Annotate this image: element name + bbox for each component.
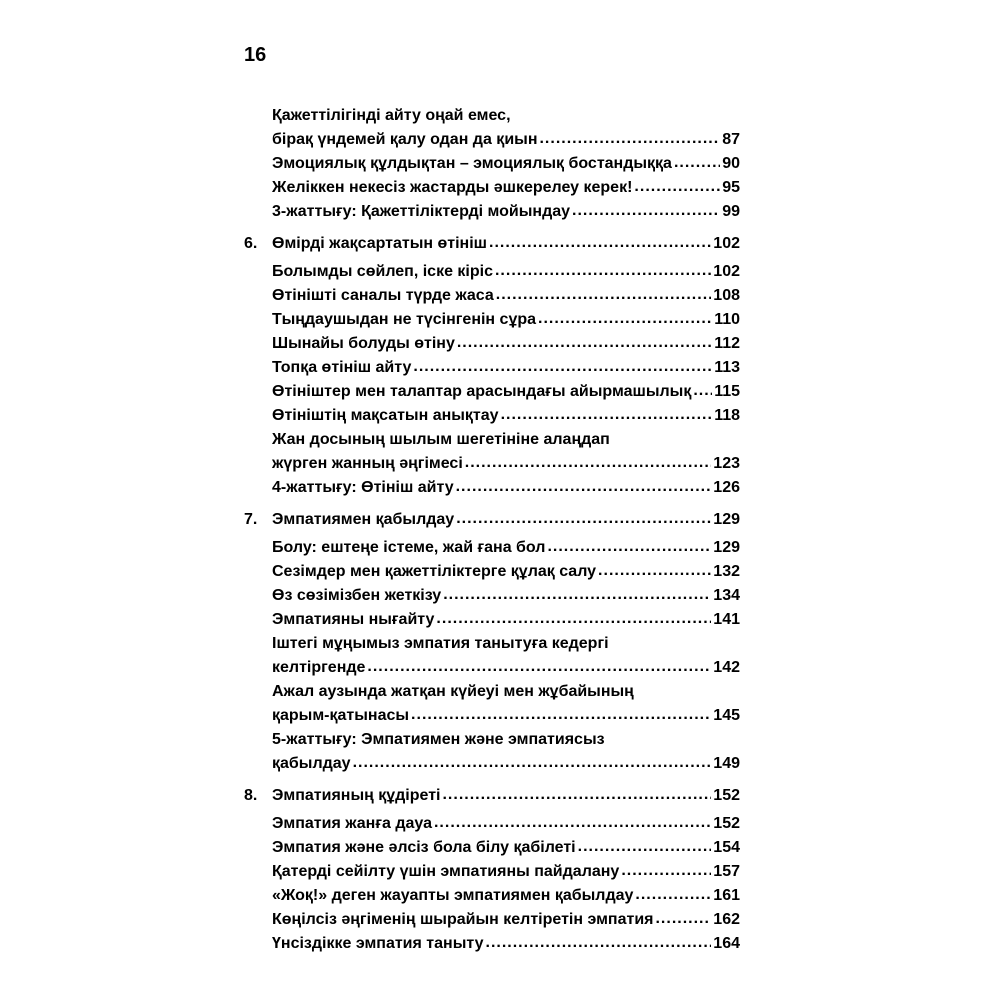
toc-entry (244, 536, 740, 560)
toc-page-number: 126 (713, 479, 740, 496)
dot-leader (572, 199, 720, 223)
toc-entry (244, 680, 740, 728)
toc-row (244, 560, 740, 584)
toc-row (244, 536, 740, 560)
toc-row (244, 884, 740, 908)
toc-row (244, 404, 740, 428)
toc-page-number: 112 (714, 335, 740, 352)
page-number: 16 (244, 44, 267, 66)
toc-page-number: 118 (714, 407, 740, 424)
toc-page-number: 149 (713, 755, 740, 772)
toc-page-number: 161 (713, 887, 740, 904)
toc-entry-title-line: 5-жаттығу: Эмпатиямен және эмпатиясыз (272, 731, 605, 748)
toc-row (244, 332, 740, 356)
toc-row (244, 836, 740, 860)
toc-chapter (244, 232, 740, 256)
toc-entry (244, 428, 740, 476)
dot-leader (655, 907, 711, 931)
dot-leader (489, 231, 711, 255)
chapter-title: Эмпатияның құдіреті (272, 787, 441, 804)
toc-entry (244, 812, 740, 836)
toc-entry-title: Болу: ештеңе істеме, жай ғана бол (272, 539, 546, 556)
toc-entry-title-line: Жан досының шылым шегетініне алаңдап (272, 431, 610, 448)
dot-leader (456, 507, 711, 531)
toc-entry (244, 308, 740, 332)
toc-page-number: 152 (713, 787, 740, 804)
dot-leader (496, 283, 712, 307)
toc-entry (244, 284, 740, 308)
table-of-contents (244, 104, 740, 956)
toc-entry (244, 932, 740, 956)
toc-entry (244, 152, 740, 176)
chapter-number: 6. (244, 235, 258, 252)
toc-page-number: 132 (713, 563, 740, 580)
toc-page-number: 113 (714, 359, 740, 376)
toc-entry-title: Қатерді сейілту үшін эмпатияны пайдалану (272, 863, 620, 880)
toc-row (244, 200, 740, 224)
toc-page-number: 90 (722, 155, 740, 172)
toc-page-number: 157 (713, 863, 740, 880)
toc-page-number: 115 (714, 383, 740, 400)
toc-entry (244, 200, 740, 224)
toc-row (244, 260, 740, 284)
toc-entry (244, 404, 740, 428)
toc-row (244, 176, 740, 200)
toc-page-number: 154 (713, 839, 740, 856)
toc-row (244, 752, 740, 776)
dot-leader (621, 859, 711, 883)
chapter-number: 8. (244, 787, 258, 804)
toc-page-number: 102 (713, 235, 740, 252)
toc-entry-title: Өтініштер мен талаптар арасындағы айырмашылық (272, 383, 692, 400)
toc-row (244, 812, 740, 836)
dot-leader (538, 307, 712, 331)
toc-row (244, 860, 740, 884)
toc-page-number: 110 (714, 311, 740, 328)
dot-leader (501, 403, 713, 427)
toc-page-number: 123 (713, 455, 740, 472)
toc-entry (244, 884, 740, 908)
toc-entry-title: келтіргенде (272, 659, 366, 676)
toc-entry-title: 4-жаттығу: Өтініш айту (272, 479, 454, 496)
toc-page-number: 145 (713, 707, 740, 724)
toc-entry (244, 632, 740, 680)
toc-row (244, 508, 740, 532)
dot-leader (436, 607, 711, 631)
toc-entry-title: Өтінішті саналы түрде жаса (272, 287, 494, 304)
dot-leader (693, 379, 712, 403)
toc-entry (244, 608, 740, 632)
toc-chapter (244, 508, 740, 532)
toc-page-number: 87 (722, 131, 740, 148)
toc-entry-title: Тыңдаушыдан не түсінгенін сұра (272, 311, 537, 328)
toc-entry (244, 560, 740, 584)
toc-entry (244, 104, 740, 152)
toc-row (244, 584, 740, 608)
toc-page-number: 99 (722, 203, 740, 220)
toc-page-number: 134 (713, 587, 740, 604)
toc-page-number: 95 (722, 179, 740, 196)
toc-entry (244, 908, 740, 932)
dot-leader (465, 451, 712, 475)
toc-row (244, 908, 740, 932)
toc-entry (244, 176, 740, 200)
toc-entry-title-line: Қажеттілігінді айту оңай емес, (272, 107, 511, 124)
toc-entry-title-line: Іштегі мұңымыз эмпатия танытуға кедергі (272, 635, 609, 652)
dot-leader (413, 355, 712, 379)
toc-entry-title: Эмпатияны нығайту (272, 611, 435, 628)
toc-page-number: 141 (713, 611, 740, 628)
toc-entry-title: Эмпатия және әлсіз бола білу қабілеті (272, 839, 576, 856)
toc-row (244, 284, 740, 308)
dot-leader (547, 535, 711, 559)
toc-entry-title: қабылдау (272, 755, 351, 772)
dot-leader (456, 475, 712, 499)
toc-entry (244, 260, 740, 284)
dot-leader (634, 175, 720, 199)
toc-entry-title: Желіккен некесіз жастарды әшкерелеу керек! (272, 179, 633, 196)
dot-leader (367, 655, 711, 679)
toc-row (244, 308, 740, 332)
dot-leader (443, 583, 711, 607)
toc-row (244, 452, 740, 476)
toc-page-number: 152 (713, 815, 740, 832)
toc-entry-title: жүрген жанның әңгімесі (272, 455, 463, 472)
toc-entry-title: Өз сөзімізбен жеткізу (272, 587, 442, 604)
toc-entry (244, 728, 740, 776)
dot-leader (635, 883, 711, 907)
toc-entry (244, 380, 740, 404)
toc-row (244, 704, 740, 728)
toc-entry (244, 476, 740, 500)
dot-leader (457, 331, 712, 355)
toc-page-number: 162 (713, 911, 740, 928)
dot-leader (495, 259, 711, 283)
toc-chapter (244, 784, 740, 808)
toc-entry-title: бірақ үндемей қалу одан да қиын (272, 131, 538, 148)
toc-entry-title-line: Ажал аузында жатқан күйеуі мен жұбайының (272, 683, 634, 700)
toc-entry-title: Шынайы болуды өтіну (272, 335, 455, 352)
toc-page-number: 108 (713, 287, 740, 304)
toc-page-number: 142 (713, 659, 740, 676)
dot-leader (411, 703, 711, 727)
dot-leader (442, 783, 711, 807)
chapter-number: 7. (244, 511, 258, 528)
dot-leader (353, 751, 712, 775)
toc-entry (244, 860, 740, 884)
chapter-title: Эмпатиямен қабылдау (272, 511, 455, 528)
toc-entry-title: қарым-қатынасы (272, 707, 410, 724)
toc-row (244, 152, 740, 176)
toc-row (244, 608, 740, 632)
chapter-title: Өмірді жақсартатын өтініш (272, 235, 487, 252)
toc-page-number: 102 (713, 263, 740, 280)
toc-row (244, 380, 740, 404)
toc-page-number: 129 (713, 539, 740, 556)
toc-entry-title: Топқа өтініш айту (272, 359, 412, 376)
toc-entry-title: 3-жаттығу: Қажеттіліктерді мойындау (272, 203, 571, 220)
toc-page-number: 164 (713, 935, 740, 952)
toc-entry-title: «Жоқ!» деген жауапты эмпатиямен қабылдау (272, 887, 634, 904)
toc-page-number: 129 (713, 511, 740, 528)
toc-entry-title: Сезімдер мен қажеттіліктерге құлақ салу (272, 563, 597, 580)
toc-row (244, 232, 740, 256)
toc-entry (244, 332, 740, 356)
toc-entry (244, 836, 740, 860)
toc-entry-title: Эмпатия жанға дауа (272, 815, 432, 832)
toc-entry (244, 356, 740, 380)
toc-entry (244, 584, 740, 608)
dot-leader (674, 151, 720, 175)
dot-leader (578, 835, 712, 859)
toc-entry-title: Өтініштің мақсатын анықтау (272, 407, 499, 424)
toc-row (244, 784, 740, 808)
dot-leader (539, 127, 720, 151)
toc-row (244, 128, 740, 152)
toc-row (244, 356, 740, 380)
toc-row (244, 656, 740, 680)
toc-entry-title: Үнсіздікке эмпатия таныту (272, 935, 484, 952)
toc-entry-title: Болымды сөйлеп, іске кіріс (272, 263, 493, 280)
toc-row (244, 932, 740, 956)
dot-leader (486, 931, 712, 955)
toc-entry-title: Көңілсіз әңгіменің шырайын келтіретін эмпатия (272, 911, 654, 928)
toc-row (244, 476, 740, 500)
dot-leader (434, 811, 711, 835)
dot-leader (598, 559, 711, 583)
toc-entry-title: Эмоциялық құлдықтан – эмоциялық бостандыққа (272, 155, 672, 172)
